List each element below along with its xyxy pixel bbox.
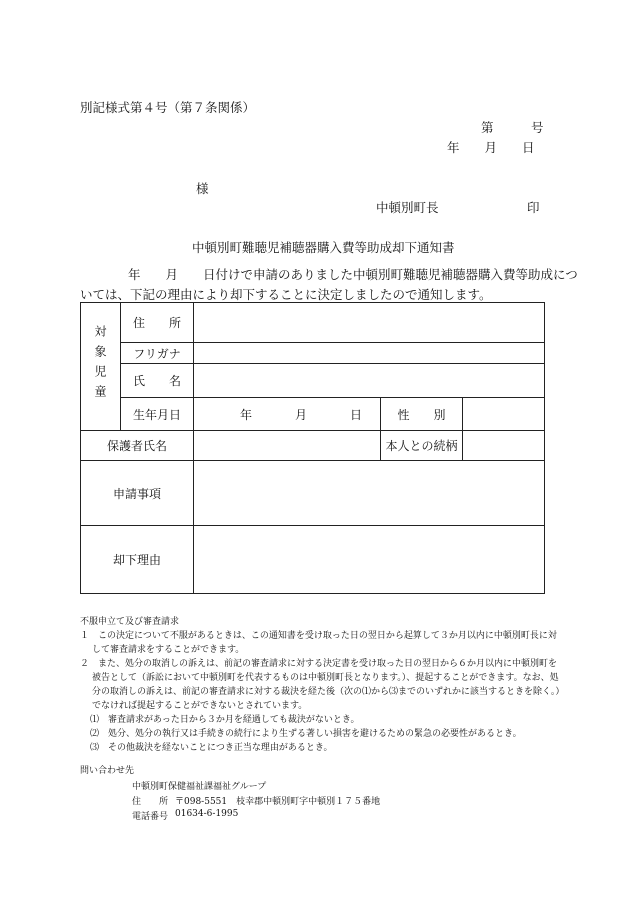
guardian-name-field[interactable] [194, 431, 381, 461]
subject-child-label-cell [81, 303, 121, 431]
birthdate-year: 年 [240, 407, 253, 422]
contact-phone-label: 電話番号 [132, 812, 169, 822]
contact-phone: 01634-6-1995 [175, 809, 239, 819]
birthdate-day: 日 [349, 407, 362, 422]
form-reference: 別記様式第４号（第７条関係） [80, 100, 256, 115]
seal-mark: 印 [527, 200, 540, 215]
note-2-line-a: ２ また、処分の取消しの訴えは、前記の審査請求に対する決定書を受け取った日の翌日から６か月以内に中頓別町を [80, 659, 558, 669]
name-label: 氏 名 [121, 364, 194, 398]
rejection-reason-label: 却下理由 [81, 526, 194, 594]
date-line: 年 月 日 [447, 140, 535, 155]
note-1-line-b: して審査請求をすることができます。 [92, 645, 245, 655]
addressee-suffix: 様 [196, 181, 209, 196]
body-line-2: いては、下記の理由により却下することに決定しましたので通知します。 [80, 287, 492, 302]
contact-address-label: 住 所 [132, 797, 169, 807]
relation-field[interactable] [463, 431, 545, 461]
birthdate-label: 生年月日 [121, 398, 194, 431]
application-item-field[interactable] [194, 461, 545, 526]
name-field[interactable] [194, 364, 545, 398]
issuer-name: 中頓別町長 [376, 200, 439, 215]
note-2-line-c: 分の取消しの訴えは、前記の審査請求に対する裁決を経た後（次の⑴から⑶までのいずれかに該当するときを除く。） [92, 687, 565, 697]
sub-note-1: ⑴ 審査請求があった日から３か月を経過しても裁決がないとき。 [90, 715, 360, 725]
sub-note-2: ⑵ 処分、処分の執行又は手続きの続行により生ずる著しい損害を避けるための緊急の必要性があるとき。 [90, 729, 522, 739]
number-line: 第 号 [481, 120, 544, 135]
guardian-name-label: 保護者氏名 [81, 431, 194, 461]
subject-child-label: 対象児童 [93, 325, 107, 405]
contact-department: 中頓別町保健福祉課福祉グループ [132, 782, 267, 792]
birthdate-month: 月 [294, 407, 307, 422]
applicant-table [80, 302, 545, 594]
document-title: 中頓別町難聴児補聴器購入費等助成却下通知書 [192, 240, 455, 255]
note-2-line-b: 被告として（訴訟において中頓別町を代表するものは中頓別町長となります。）、提起することができます。なお、処 [92, 673, 559, 683]
sex-field[interactable] [463, 398, 545, 431]
note-2-line-d: でなければ提起することができないとされています。 [92, 701, 308, 711]
address-label: 住 所 [121, 303, 194, 343]
appeal-notes [80, 615, 564, 755]
contact-address: 〒098-5551 枝幸郡中頓別町字中頓別１７５番地 [175, 797, 381, 807]
body-line-1: 年 月 日付けで申請のありました中頓別町難聴児補聴器購入費等助成につ [128, 267, 578, 282]
rejection-reason-field[interactable] [194, 526, 545, 594]
furigana-label: フリガナ [121, 343, 194, 364]
sex-label: 性 別 [381, 398, 463, 431]
relation-label: 本人との続柄 [381, 431, 463, 461]
application-item-label: 申請事項 [81, 461, 194, 526]
sub-note-3: ⑶ その他裁決を経ないことにつき正当な理由があるとき。 [90, 743, 333, 753]
address-field[interactable] [194, 303, 545, 343]
contact-heading: 問い合わせ先 [80, 766, 135, 776]
birthdate-field[interactable] [194, 398, 381, 431]
furigana-field[interactable] [194, 343, 545, 364]
appeal-heading: 不服申立て及び審査請求 [80, 617, 180, 627]
note-1-line-a: １ この決定について不服があるときは、この通知書を受け取った日の翌日から起算して３か月以内に中頓別町長に対 [80, 631, 557, 641]
